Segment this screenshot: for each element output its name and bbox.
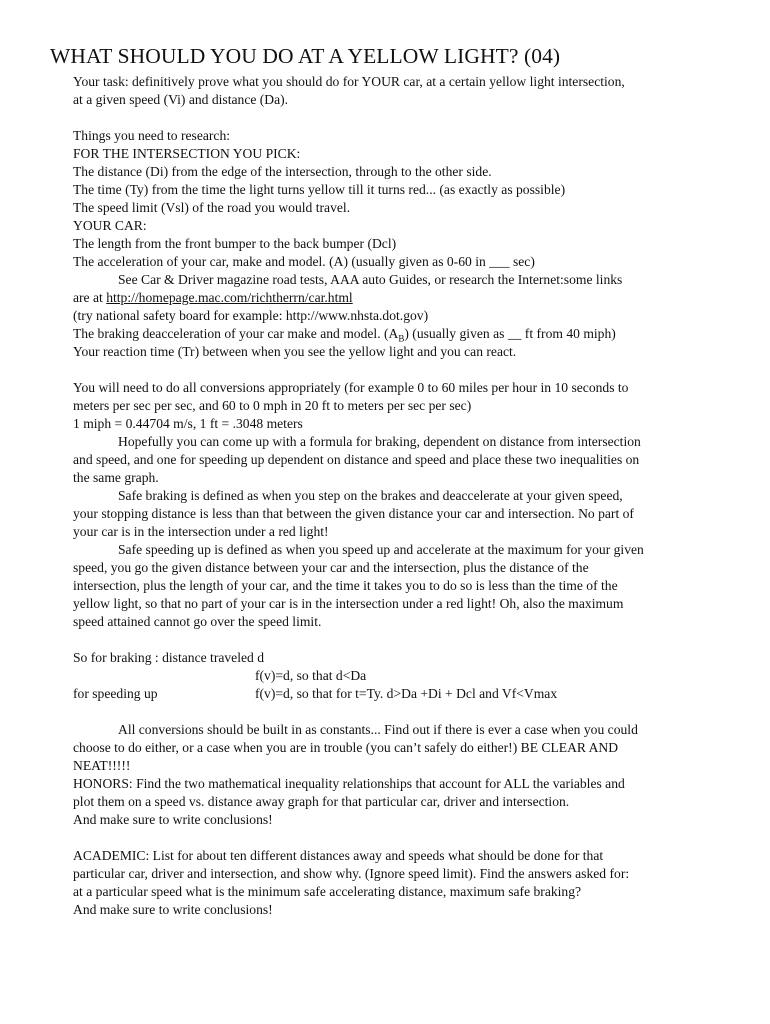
task-line-1: Your task: definitively prove what you should do for YOUR car, at a certain yellow light intersection, [73,74,625,89]
conversion-line-2: meters per sec per sec, and 60 to 0 mph in 20 ft to meters per sec per sec) [73,398,472,413]
car-link[interactable]: http://homepage.mac.com/richtherrn/car.html [106,290,353,305]
spacer [73,631,713,649]
speed-limit-line: The speed limit (Vsl) of the road you would travel. [73,200,351,215]
reaction-line: Your reaction time (Tr) between when you see the yellow light and you can react. [73,344,517,359]
your-car-heading: YOUR CAR: [73,218,147,233]
page-title: WHAT SHOULD YOU DO AT A YELLOW LIGHT? (04) [50,44,561,68]
honors-line-2: plot them on a speed vs. distance away graph for that particular car, driver and intersection. [73,794,570,809]
speeding-formula-line [73,685,713,703]
braking-formula: f(v)=d, so that d<Da [255,668,367,683]
all-conversions-line-2: choose to do either, or a case when you are in trouble (you can’t safely do either!) BE CLEAR AND [73,740,619,755]
safe-speeding-line-1: Safe speeding up is defined as when you speed up and accelerate at the maximum for your given [118,542,644,557]
so-for-braking-line: So for braking : distance traveled d [73,650,265,665]
braking-subscript: B [398,333,405,344]
hopefully-line-3: the same graph. [73,470,159,485]
are-at-text: are at [73,290,107,305]
spacer [73,361,713,379]
safe-braking-line-3: your car is in the intersection under a red light! [73,524,329,539]
speeding-formula: f(v)=d, so that for t=Ty. d>Da +Di + Dcl and Vf<Vmax [255,686,558,701]
document-body [73,73,713,919]
conversion-line-1: You will need to do all conversions appropriately (for example 0 to 60 miles per hour in 10 seconds to [73,380,629,395]
safe-braking-line-2: your stopping distance is less than that between the given distance your car and intersection. No part of [73,506,634,521]
time-line: The time (Ty) from the time the light turns yellow till it turns red... (as exactly as possible) [73,182,566,197]
honors-line-1: HONORS: Find the two mathematical inequality relationships that account for ALL the variables and [73,776,625,791]
conversion-line-3: 1 miph = 0.44704 m/s, 1 ft = .3048 meters [73,416,303,431]
safe-speeding-line-5: speed attained cannot go over the speed limit. [73,614,322,629]
safe-speeding-line-4: yellow light, so that no part of your car is in the intersection under a red light! Oh, also the maximum [73,596,624,611]
conclusions-line-2: And make sure to write conclusions! [73,902,273,917]
research-heading: Things you need to research: [73,128,231,143]
spacer [73,703,713,721]
spacer [73,109,713,127]
hopefully-line-2: and speed, and one for speeding up dependent on distance and speed and place these two inequalities on [73,452,640,467]
intersection-heading: FOR THE INTERSECTION YOU PICK: [73,146,301,161]
safe-speeding-line-2: speed, you go the given distance between your car and the intersection, plus the distance of the [73,560,589,575]
all-conversions-line-1: All conversions should be built in as constants... Find out if there is ever a case when you could [118,722,638,737]
academic-line-3: at a particular speed what is the minimum safe accelerating distance, maximum safe braking? [73,884,582,899]
braking-text-post: ) (usually given as __ ft from 40 miph) [404,326,616,341]
length-line: The length from the front bumper to the back bumper (Dcl) [73,236,397,251]
hopefully-line-1: Hopefully you can come up with a formula for braking, dependent on distance from intersection [118,434,641,449]
link-line [73,289,713,307]
braking-text-pre: The braking deacceleration of your car make and model. (A [73,326,399,341]
distance-line: The distance (Di) from the edge of the intersection, through to the other side. [73,164,492,179]
safe-braking-line-1: Safe braking is defined as when you step on the brakes and deaccelerate at your given speed, [118,488,623,503]
academic-line-1: ACADEMIC: List for about ten different distances away and speeds what should be done for that [73,848,604,863]
braking-line [73,325,713,343]
task-line-2: at a given speed (Vi) and distance (Da). [73,92,289,107]
braking-formula-line [73,667,713,685]
spacer [73,829,713,847]
conclusions-line-1: And make sure to write conclusions! [73,812,273,827]
acceleration-line: The acceleration of your car, make and model. (A) (usually given as 0-60 in ___ sec) [73,254,535,269]
academic-line-2: particular car, driver and intersection, and show why. (Ignore speed limit). Find the answers asked for: [73,866,630,881]
safe-speeding-line-3: intersection, plus the length of your car, and the time it takes you to do so is less than the time of the [73,578,618,593]
nhsta-line: (try national safety board for example: http://www.nhsta.dot.gov) [73,308,429,323]
speeding-label: for speeding up [73,686,158,701]
see-car-line: See Car & Driver magazine road tests, AAA auto Guides, or research the Internet:some links [118,272,623,287]
all-conversions-line-3: NEAT!!!!! [73,758,131,773]
